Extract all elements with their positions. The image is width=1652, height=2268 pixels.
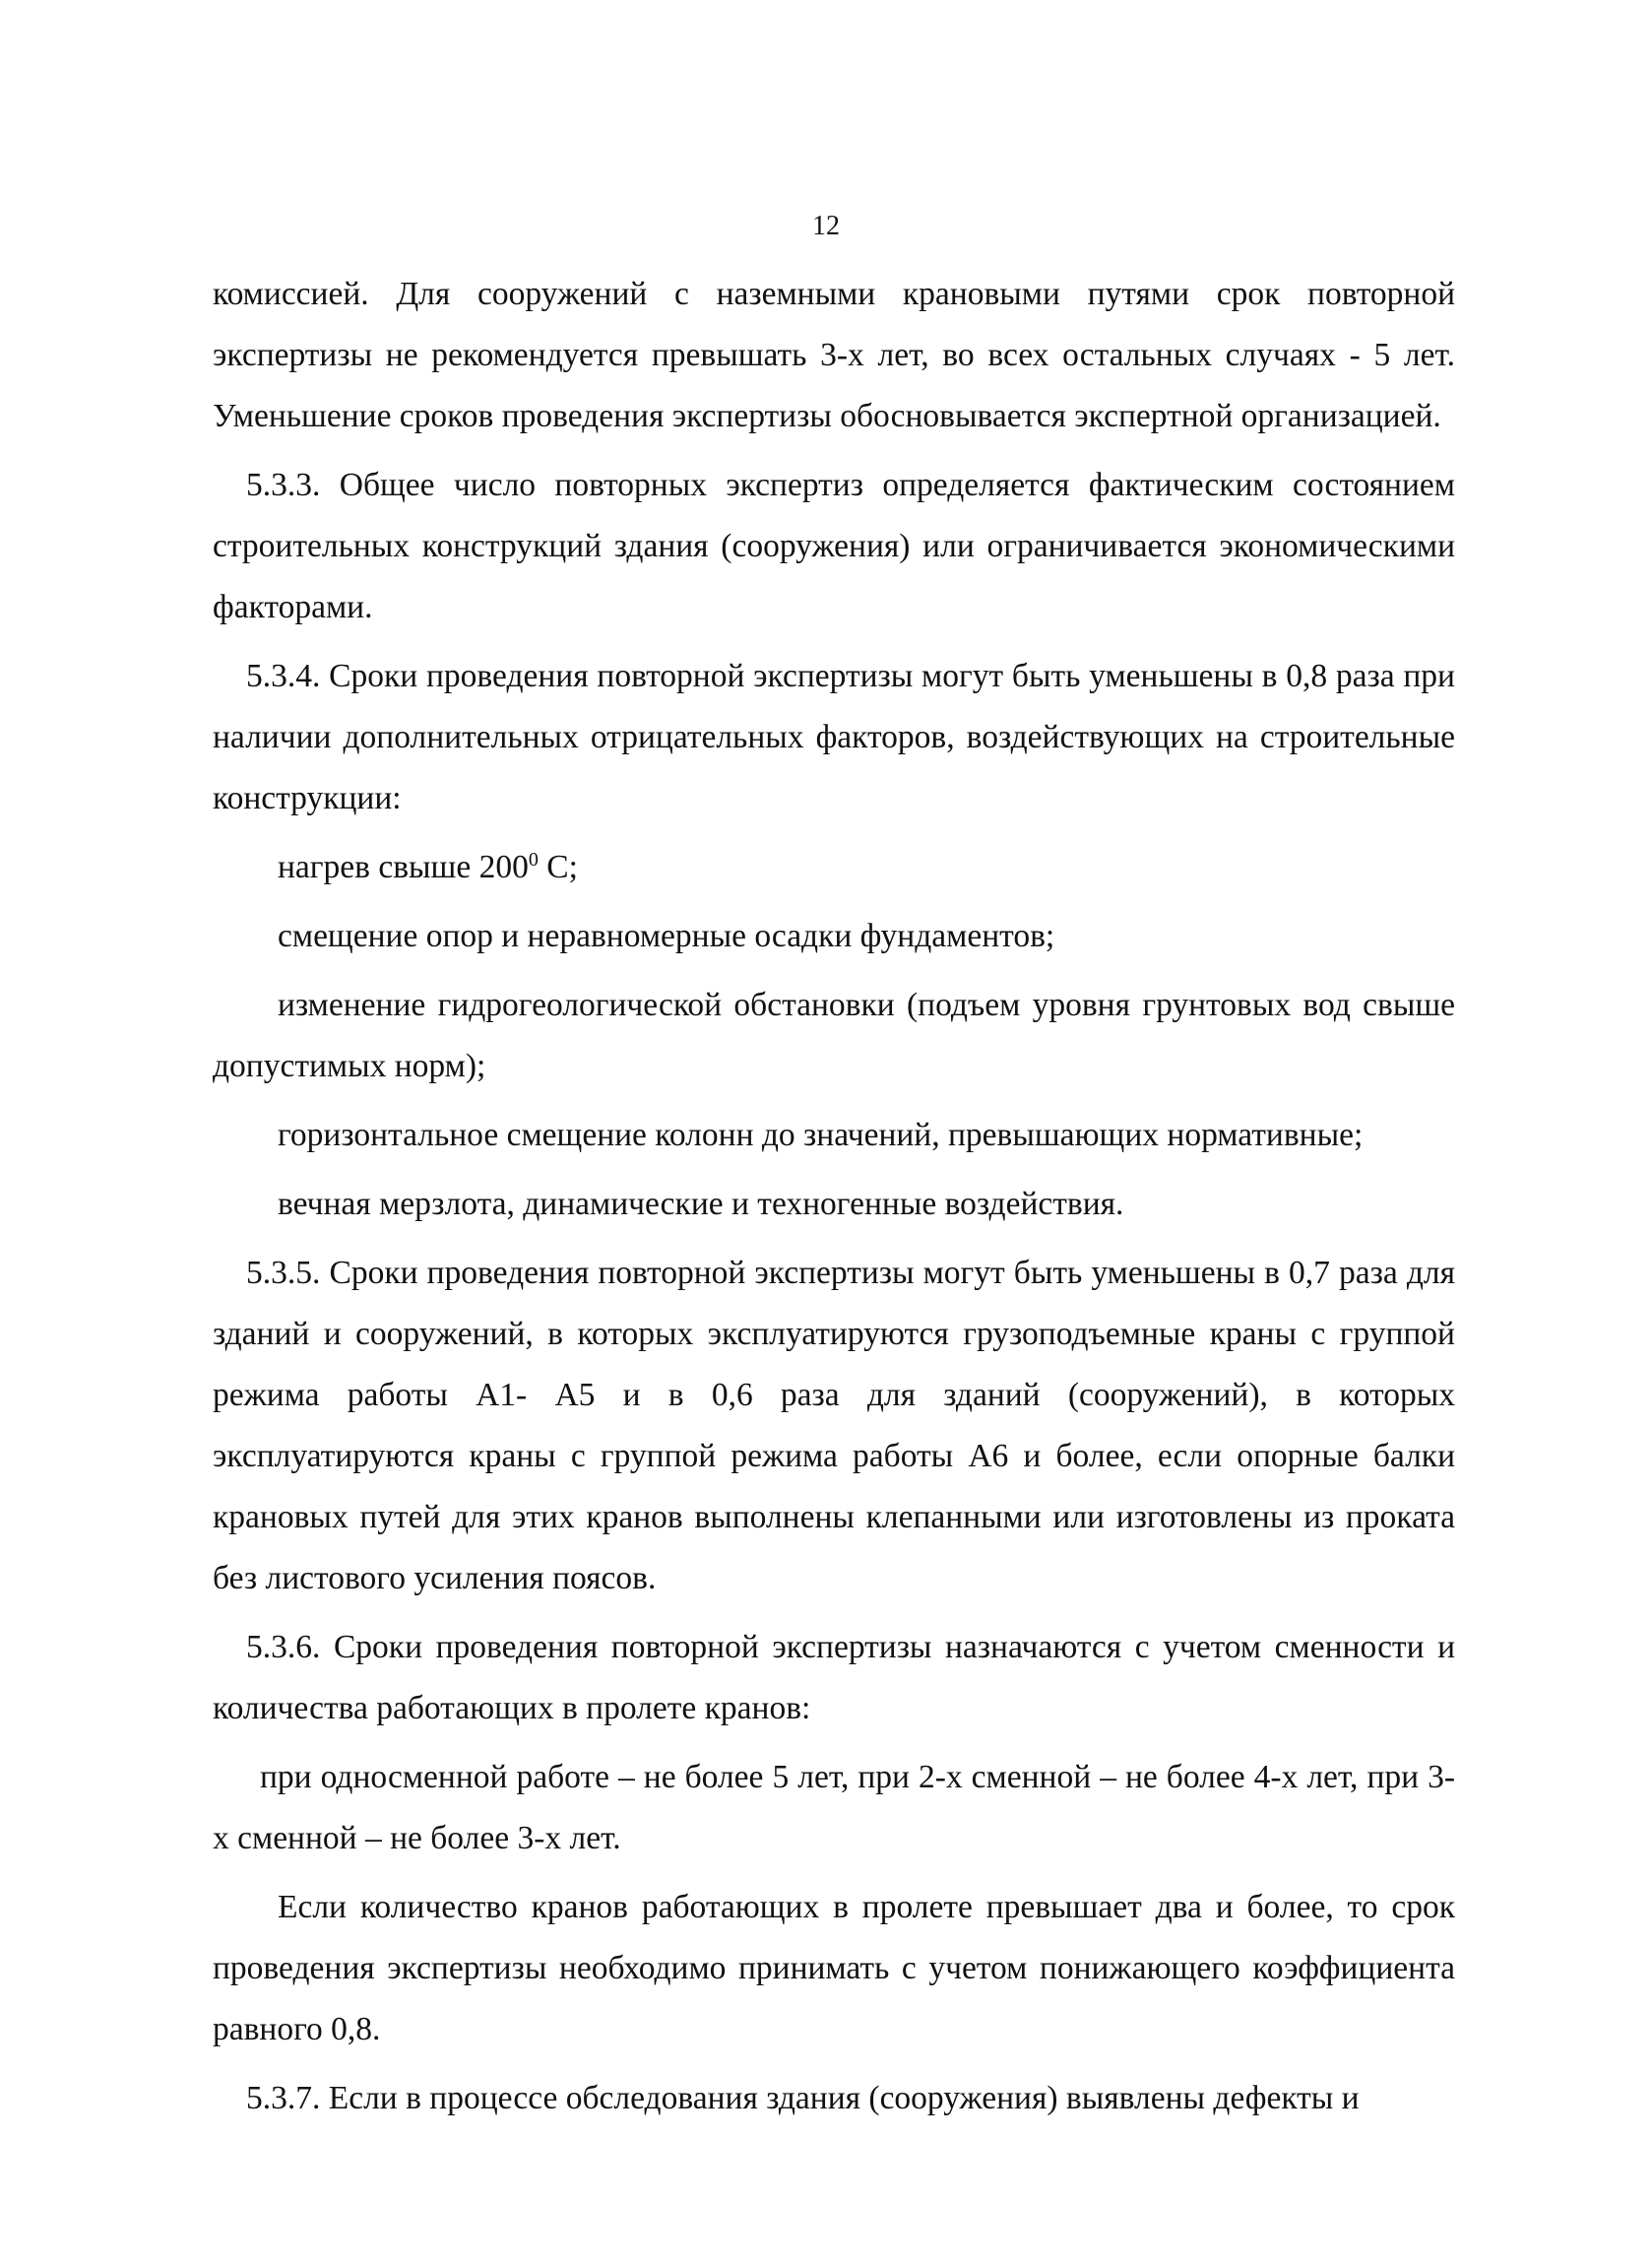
paragraph-5-3-7: 5.3.7. Если в процессе обследования здания (сооружения) выявлены дефекты и [246, 2080, 1360, 2116]
list-item-permafrost: вечная мерзлота, динамические и техногенные воздействия. [278, 1186, 1124, 1222]
paragraph-crane-count: Если количество кранов работающих в пролете превышает два и более, то срок проведения экспертизы необходимо принимать с учетом понижающего коэффициента равного 0,8. [213, 1889, 1455, 2047]
paragraph-5-3-6: 5.3.6. Сроки проведения повторной экспертизы назначаются с учетом сменности и количества работающих в пролете кранов: [213, 1629, 1455, 1726]
list-item-heating [213, 837, 1455, 898]
list-item-column-shift: горизонтальное смещение колонн до значений, превышающих нормативные; [278, 1117, 1364, 1153]
degree-superscript: 0 [528, 848, 539, 871]
paragraph-5-3-4: 5.3.4. Сроки проведения повторной экспертизы могут быть уменьшены в 0,8 раза при наличии дополнительных отрицательных факторов, воздействующих на строительные конструкции: [213, 658, 1455, 816]
paragraph-continuation: комиссией. Для сооружений с наземными крановыми путями срок повторной экспертизы не рекомендуется превышать 3-х лет, во всех остальных случаях - 5 лет. Уменьшение сроков проведения экспертизы обосновывается экспертной организацией. [213, 276, 1455, 434]
list-item-heating-text: нагрев свыше 200 [278, 849, 529, 885]
document-body [213, 264, 1455, 2137]
paragraph-5-3-3: 5.3.3. Общее число повторных экспертиз определяется фактическим состоянием строительных конструкций здания (сооружения) или ограничивается экономическими факторами. [213, 467, 1455, 625]
list-item-heating-unit: С; [538, 849, 578, 885]
page-number: 12 [812, 211, 840, 241]
paragraph-shift-terms: при односменной работе – не более 5 лет, при 2-х сменной – не более 4-х лет, при 3-х сменной – не более 3-х лет. [213, 1759, 1455, 1856]
list-item-hydrogeology: изменение гидрогеологической обстановки (подъем уровня грунтовых вод свыше допустимых норм); [213, 987, 1455, 1084]
paragraph-5-3-5: 5.3.5. Сроки проведения повторной экспертизы могут быть уменьшены в 0,7 раза для зданий и сооружений, в которых эксплуатируются грузоподъемные краны с группой режима работы А1- А5 и в 0,6 раза для зданий (сооружений), в которых эксплуатируются краны с группой режима работы А6 и более, если опорные балки крановых путей для этих кранов выполнены клепанными или изготовлены из проката без листового усиления поясов. [213, 1255, 1455, 1596]
list-item-support-shift: смещение опор и неравномерные осадки фундаментов; [278, 918, 1055, 954]
